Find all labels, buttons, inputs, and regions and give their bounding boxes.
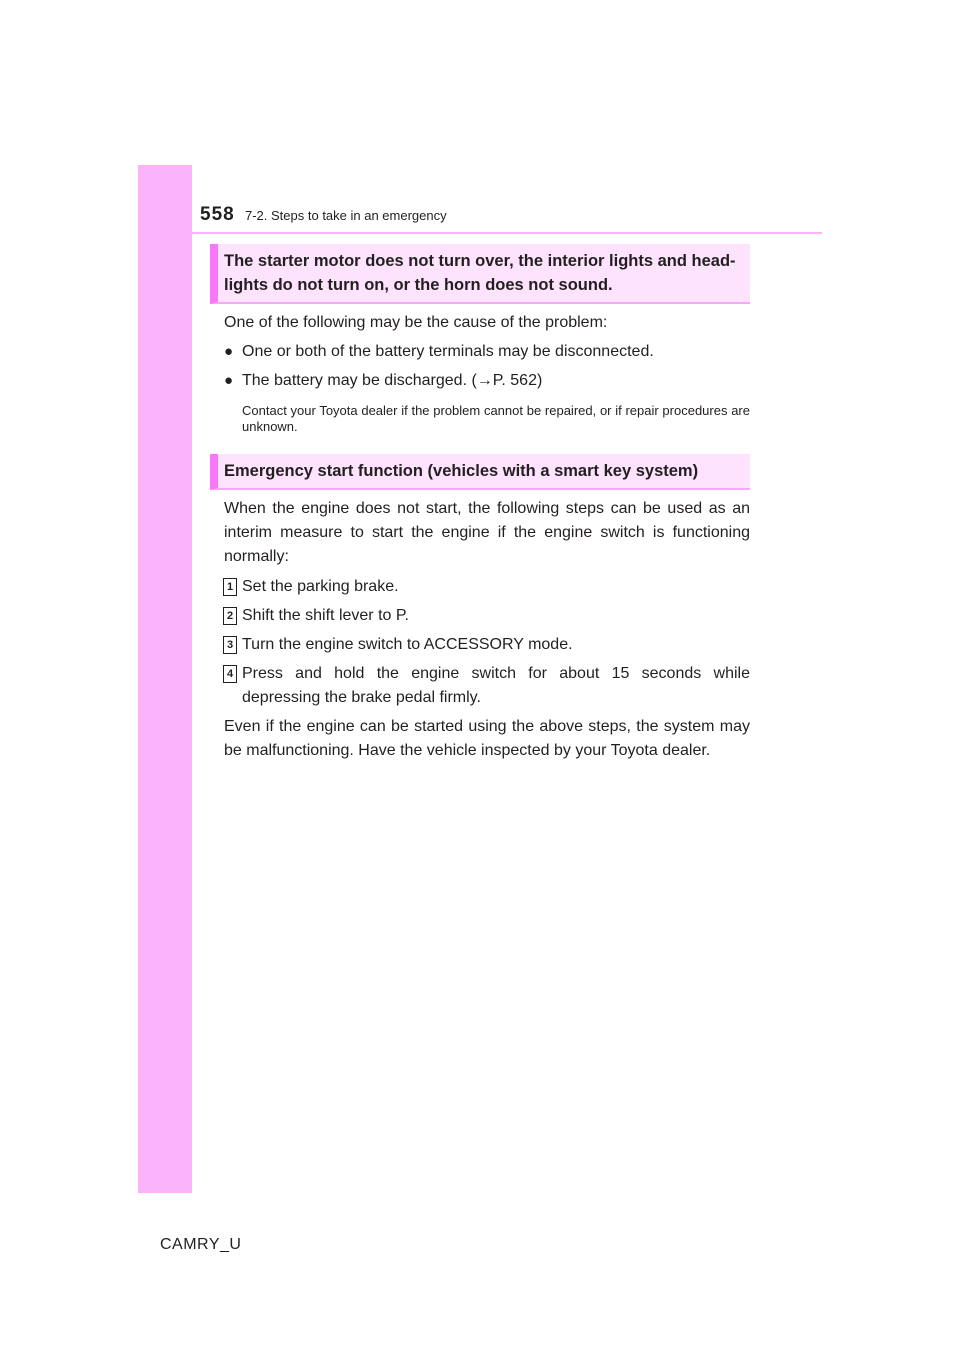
- bullet-item: [210, 369, 750, 393]
- step-number-box: 1: [223, 578, 237, 596]
- bullet-text: One or both of the battery terminals may be disconnected.: [242, 343, 654, 360]
- step-item: [210, 633, 750, 657]
- step-item: [210, 604, 750, 628]
- header-rule: [138, 232, 822, 234]
- step-text: Shift the shift lever to P.: [242, 607, 409, 624]
- step-text: Set the parking brake.: [242, 578, 399, 595]
- dealer-note: Contact your Toyota dealer if the problem cannot be repaired, or if repair procedures are unknown.: [242, 403, 750, 434]
- footer-model-code: CAMRY_U: [160, 1236, 242, 1253]
- section-intro: One of the following may be the cause of the problem:: [224, 314, 608, 331]
- section-heading-starter-motor: The starter motor does not turn over, the interior lights and head-lights do not turn on, or the horn does not sound.: [210, 244, 750, 304]
- step-item: [210, 662, 750, 710]
- step-number-box: 4: [223, 665, 237, 683]
- page-content: [210, 244, 750, 763]
- bullet-dot-icon: ●: [224, 372, 234, 389]
- bullet-text: The battery may be discharged. (→P. 562): [242, 372, 543, 389]
- closing-paragraph: Even if the engine can be started using the above steps, the system may be malfunctioning. Have the vehicle inspected by your Toyota dealer.: [224, 718, 750, 759]
- section-intro: When the engine does not start, the following steps can be used as an interim measure to start the engine if the engine switch is functioning normally:: [224, 500, 750, 565]
- step-text: Turn the engine switch to ACCESSORY mode.: [242, 636, 573, 653]
- section-heading-emergency-start: Emergency start function (vehicles with a smart key system): [210, 454, 750, 490]
- step-number-box: 3: [223, 636, 237, 654]
- bullet-dot-icon: ●: [224, 343, 234, 360]
- chapter-title: 7-2. Steps to take in an emergency: [245, 208, 447, 223]
- side-color-band: [138, 165, 192, 1193]
- step-item: [210, 575, 750, 599]
- step-text: Press and hold the engine switch for about 15 seconds while depressing the brake pedal firmly.: [242, 665, 750, 706]
- step-number-box: 2: [223, 607, 237, 625]
- page-header: [138, 200, 822, 233]
- page-number: 558: [200, 204, 235, 225]
- bullet-item: [210, 340, 750, 364]
